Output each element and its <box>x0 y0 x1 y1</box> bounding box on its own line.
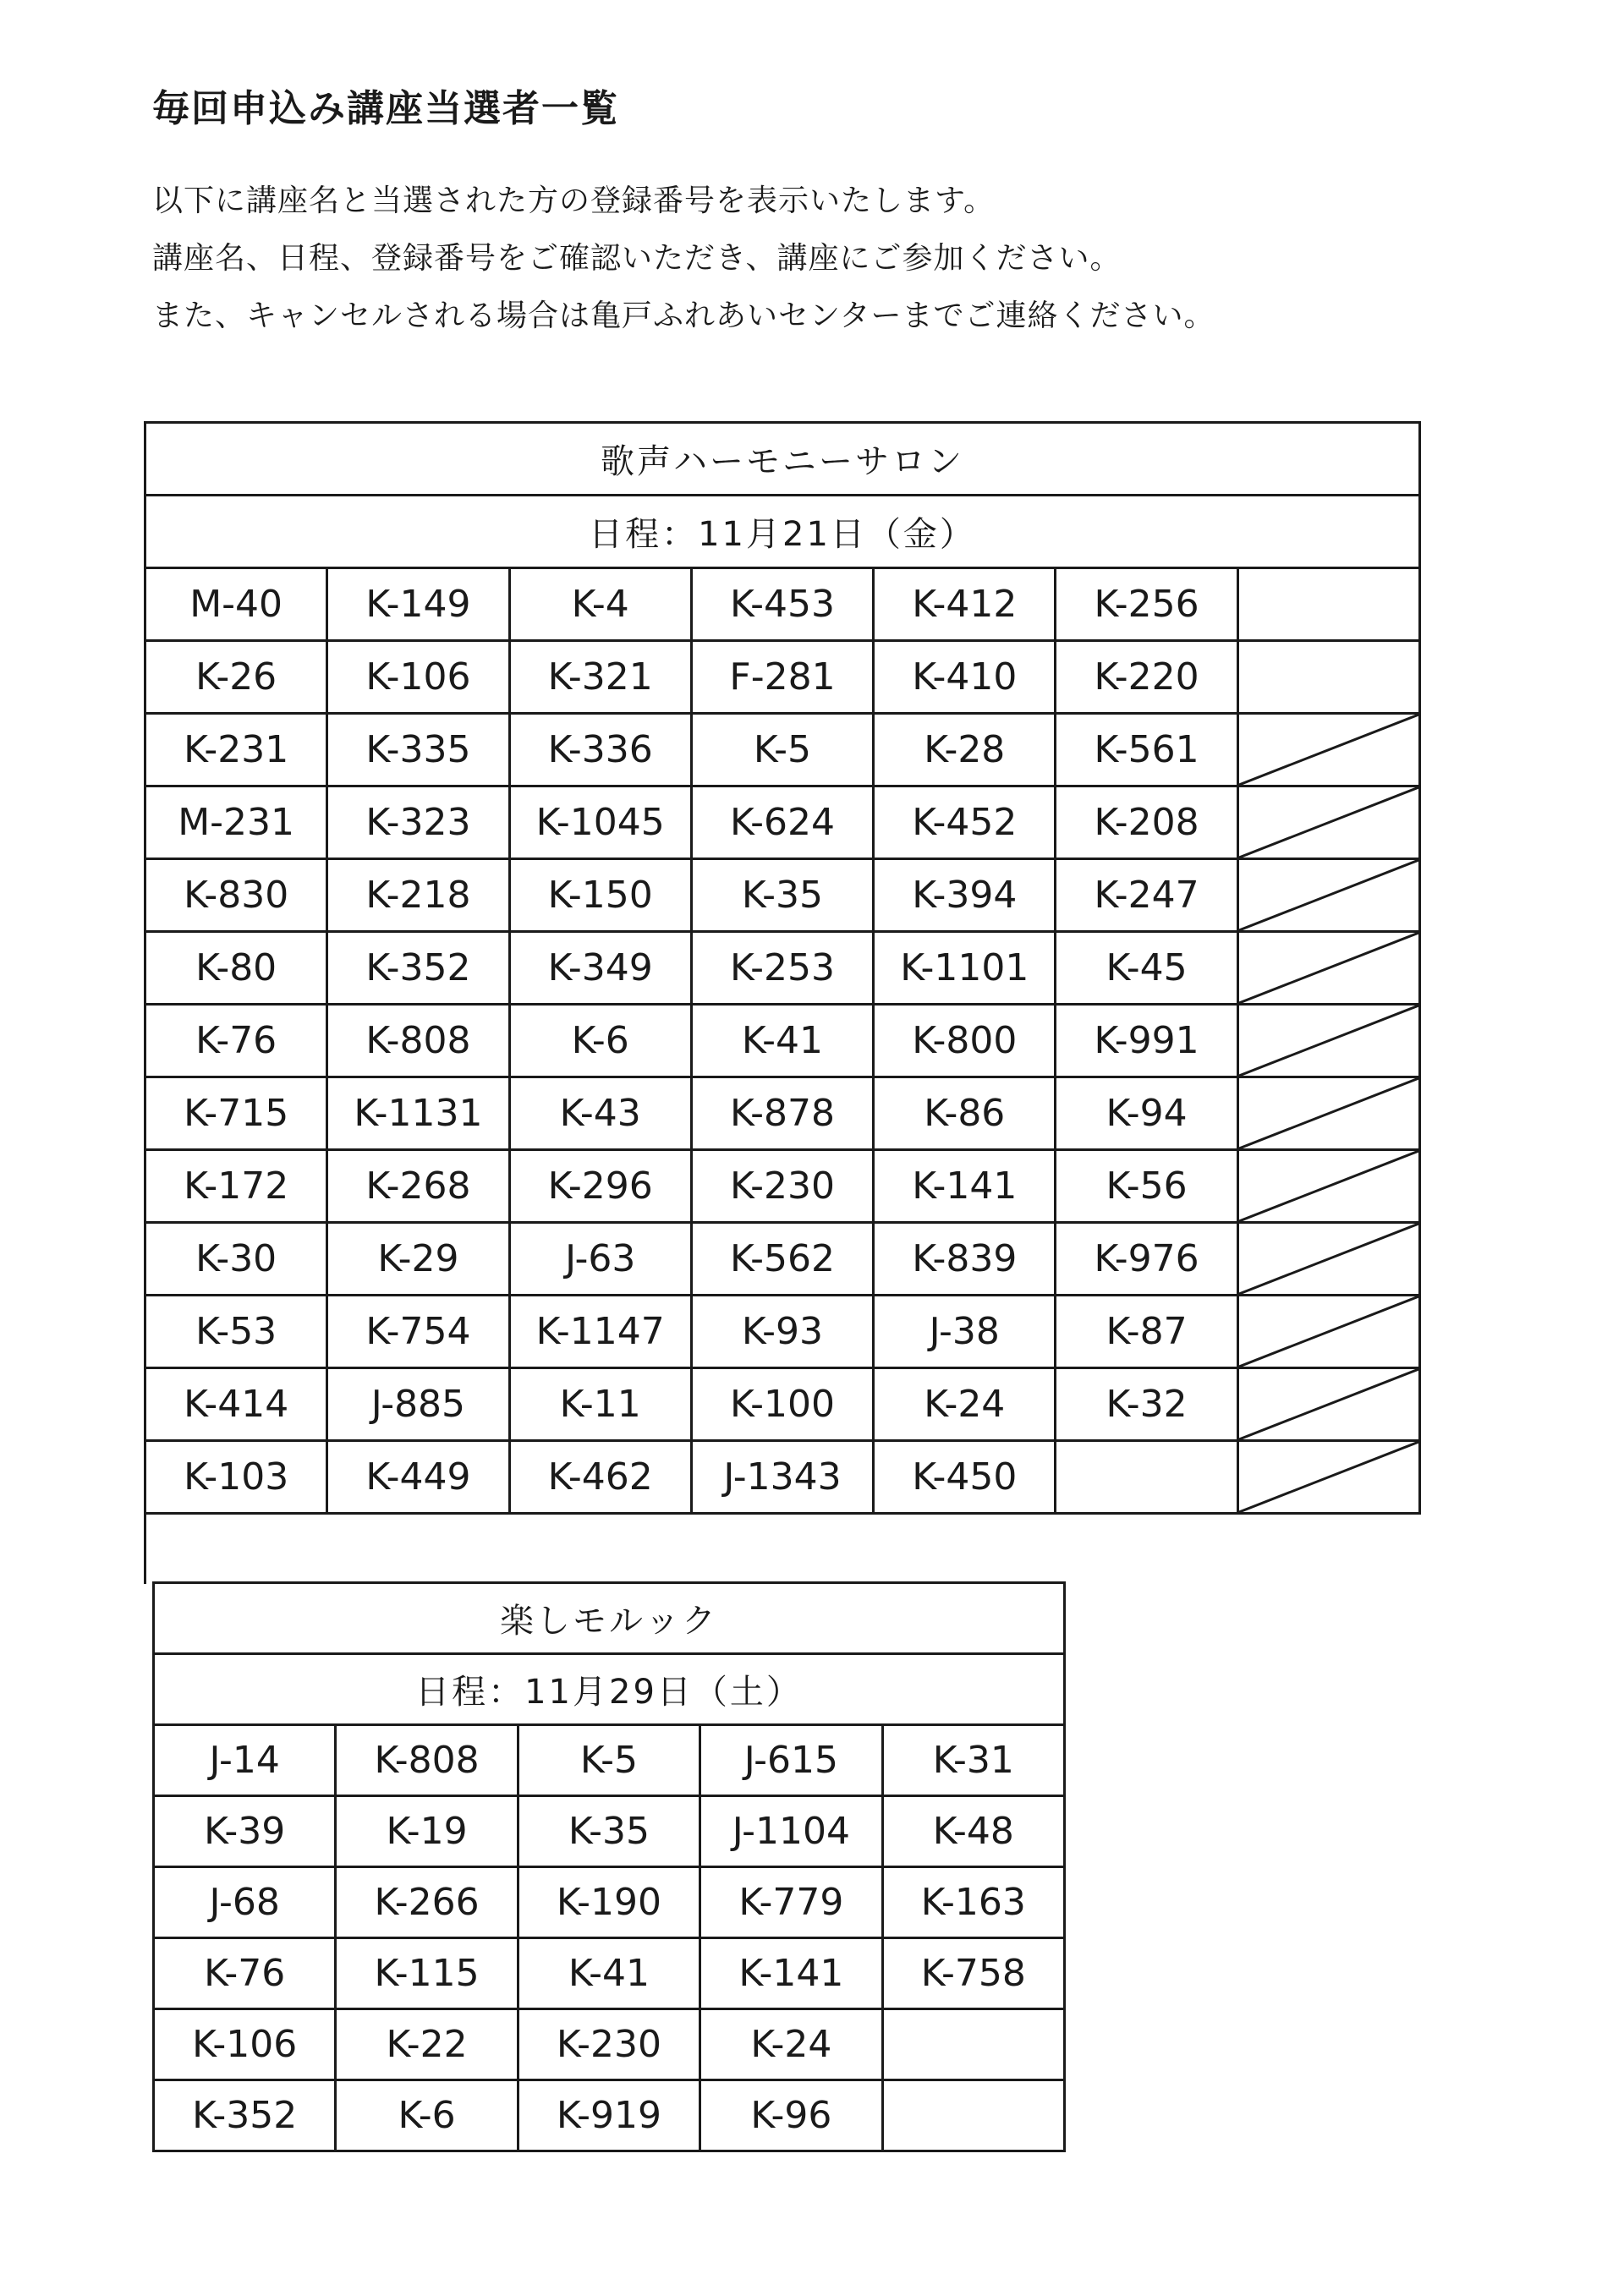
course-table-molkky <box>152 1581 1066 2152</box>
registration-number-cell: J-1343 <box>691 1441 873 1514</box>
registration-number-cell: K-48 <box>882 1796 1064 1867</box>
registration-number-cell: K-100 <box>691 1368 873 1441</box>
registration-number-cell: K-106 <box>154 2009 336 2080</box>
registration-number-cell: J-68 <box>154 1867 336 1938</box>
registration-number-cell: K-394 <box>874 859 1056 932</box>
registration-number-cell: K-103 <box>145 1441 327 1514</box>
registration-number-cell: K-53 <box>145 1296 327 1368</box>
registration-number-cell: K-450 <box>874 1441 1056 1514</box>
registration-number-cell: K-6 <box>509 1005 691 1077</box>
empty-cell <box>1237 568 1419 641</box>
registration-number-cell: K-141 <box>700 1938 882 2009</box>
table-row <box>154 1938 1065 2009</box>
registration-number-cell: K-5 <box>691 714 873 786</box>
registration-number-cell: K-414 <box>145 1368 327 1441</box>
struck-empty-cell <box>1237 1441 1419 1514</box>
registration-number-cell: K-1147 <box>509 1296 691 1368</box>
registration-number-cell: K-1045 <box>509 786 691 859</box>
registration-number-cell: K-231 <box>145 714 327 786</box>
registration-number-cell: K-149 <box>327 568 509 641</box>
registration-number-cell: K-839 <box>874 1223 1056 1296</box>
struck-empty-cell <box>1237 859 1419 932</box>
table-row <box>154 1867 1065 1938</box>
registration-number-cell: K-321 <box>509 641 691 714</box>
table-row <box>145 1441 1420 1514</box>
registration-number-cell: K-878 <box>691 1077 873 1150</box>
registration-number-cell: K-919 <box>518 2080 700 2151</box>
table-row <box>154 2080 1065 2151</box>
table-row <box>145 714 1420 786</box>
registration-number-cell: K-561 <box>1056 714 1237 786</box>
table-row <box>154 2009 1065 2080</box>
struck-empty-cell <box>1237 1368 1419 1441</box>
registration-number-cell: K-4 <box>509 568 691 641</box>
empty-cell <box>882 2080 1064 2151</box>
registration-number-cell: K-1101 <box>874 932 1056 1005</box>
table-row <box>145 786 1420 859</box>
registration-number-cell: K-87 <box>1056 1296 1237 1368</box>
winner-number-grid <box>154 1725 1065 2151</box>
registration-number-cell: F-281 <box>691 641 873 714</box>
registration-number-cell: K-56 <box>1056 1150 1237 1223</box>
registration-number-cell: K-94 <box>1056 1077 1237 1150</box>
table-row <box>154 1796 1065 1867</box>
course-schedule: 日程：11月21日（金） <box>145 496 1420 568</box>
registration-number-cell: K-410 <box>874 641 1056 714</box>
registration-number-cell: K-808 <box>327 1005 509 1077</box>
registration-number-cell: K-19 <box>336 1796 518 1867</box>
registration-number-cell: K-35 <box>691 859 873 932</box>
table-row <box>145 641 1420 714</box>
registration-number-cell: K-80 <box>145 932 327 1005</box>
registration-number-cell: K-453 <box>691 568 873 641</box>
registration-number-cell: J-615 <box>700 1725 882 1796</box>
registration-number-cell: K-218 <box>327 859 509 932</box>
registration-number-cell: K-758 <box>882 1938 1064 2009</box>
registration-number-cell: K-624 <box>691 786 873 859</box>
intro-text <box>152 173 1215 345</box>
registration-number-cell: K-462 <box>509 1441 691 1514</box>
registration-number-cell: J-38 <box>874 1296 1056 1368</box>
registration-number-cell: K-93 <box>691 1296 873 1368</box>
registration-number-cell: K-45 <box>1056 932 1237 1005</box>
registration-number-cell: K-1131 <box>327 1077 509 1150</box>
registration-number-cell: K-266 <box>336 1867 518 1938</box>
course-name: 歌声ハーモニーサロン <box>145 423 1420 496</box>
struck-empty-cell <box>1237 1005 1419 1077</box>
registration-number-cell: K-247 <box>1056 859 1237 932</box>
struck-empty-cell <box>1237 1077 1419 1150</box>
registration-number-cell: K-76 <box>145 1005 327 1077</box>
registration-number-cell: K-172 <box>145 1150 327 1223</box>
registration-number-cell: K-352 <box>154 2080 336 2151</box>
table-row <box>145 859 1420 932</box>
registration-number-cell: K-28 <box>874 714 1056 786</box>
registration-number-cell: K-141 <box>874 1150 1056 1223</box>
table-row <box>145 932 1420 1005</box>
registration-number-cell: K-96 <box>700 2080 882 2151</box>
course-schedule: 日程：11月29日（土） <box>154 1654 1065 1725</box>
registration-number-cell: K-11 <box>509 1368 691 1441</box>
registration-number-cell: K-800 <box>874 1005 1056 1077</box>
table-row <box>145 1223 1420 1296</box>
registration-number-cell: K-352 <box>327 932 509 1005</box>
registration-number-cell: K-220 <box>1056 641 1237 714</box>
registration-number-cell: K-35 <box>518 1796 700 1867</box>
registration-number-cell: K-41 <box>691 1005 873 1077</box>
registration-number-cell: K-22 <box>336 2009 518 2080</box>
registration-number-cell: K-253 <box>691 932 873 1005</box>
registration-number-cell: K-26 <box>145 641 327 714</box>
registration-number-cell: K-230 <box>691 1150 873 1223</box>
registration-number-cell: K-41 <box>518 1938 700 2009</box>
registration-number-cell: K-24 <box>874 1368 1056 1441</box>
course-name: 楽しモルック <box>154 1583 1065 1654</box>
registration-number-cell: K-190 <box>518 1867 700 1938</box>
registration-number-cell: K-106 <box>327 641 509 714</box>
struck-empty-cell <box>1237 1223 1419 1296</box>
table-row <box>145 1368 1420 1441</box>
registration-number-cell: J-63 <box>509 1223 691 1296</box>
registration-number-cell: K-230 <box>518 2009 700 2080</box>
table-row <box>154 1725 1065 1796</box>
registration-number-cell: K-6 <box>336 2080 518 2151</box>
registration-number-cell: K-150 <box>509 859 691 932</box>
registration-number-cell: K-808 <box>336 1725 518 1796</box>
registration-number-cell: J-1104 <box>700 1796 882 1867</box>
struck-empty-cell <box>1237 932 1419 1005</box>
registration-number-cell: K-991 <box>1056 1005 1237 1077</box>
registration-number-cell: K-335 <box>327 714 509 786</box>
intro-line: また、キャンセルされる場合は亀戸ふれあいセンターまでご連絡ください。 <box>152 299 1215 333</box>
empty-cell <box>882 2009 1064 2080</box>
page-title: 毎回申込み講座当選者一覧 <box>152 87 619 130</box>
intro-line: 講座名、日程、登録番号をご確認いただき、講座にご参加ください。 <box>152 241 1122 276</box>
registration-number-cell: M-231 <box>145 786 327 859</box>
struck-empty-cell <box>1237 1150 1419 1223</box>
registration-number-cell: K-208 <box>1056 786 1237 859</box>
table-row <box>145 1150 1420 1223</box>
registration-number-cell: K-449 <box>327 1441 509 1514</box>
registration-number-cell: K-754 <box>327 1296 509 1368</box>
intro-line: 以下に講座名と当選された方の登録番号を表示いたします。 <box>152 184 996 218</box>
registration-number-cell: J-885 <box>327 1368 509 1441</box>
registration-number-cell: K-412 <box>874 568 1056 641</box>
registration-number-cell: K-39 <box>154 1796 336 1867</box>
registration-number-cell: K-349 <box>509 932 691 1005</box>
registration-number-cell: K-296 <box>509 1150 691 1223</box>
registration-number-cell: K-256 <box>1056 568 1237 641</box>
registration-number-cell: K-779 <box>700 1867 882 1938</box>
registration-number-cell: M-40 <box>145 568 327 641</box>
registration-number-cell: K-5 <box>518 1725 700 1796</box>
table-row <box>145 1077 1420 1150</box>
registration-number-cell: K-452 <box>874 786 1056 859</box>
table-row <box>145 1296 1420 1368</box>
struck-empty-cell <box>1237 1296 1419 1368</box>
struck-empty-cell <box>1237 714 1419 786</box>
registration-number-cell: K-32 <box>1056 1368 1237 1441</box>
empty-cell <box>1056 1441 1237 1514</box>
registration-number-cell: K-31 <box>882 1725 1064 1796</box>
registration-number-cell: K-163 <box>882 1867 1064 1938</box>
table-row <box>145 568 1420 641</box>
table-row <box>145 1005 1420 1077</box>
registration-number-cell: K-715 <box>145 1077 327 1150</box>
registration-number-cell: J-14 <box>154 1725 336 1796</box>
registration-number-cell: K-323 <box>327 786 509 859</box>
registration-number-cell: K-30 <box>145 1223 327 1296</box>
empty-cell <box>1237 641 1419 714</box>
struck-empty-cell <box>1237 786 1419 859</box>
registration-number-cell: K-830 <box>145 859 327 932</box>
registration-number-cell: K-336 <box>509 714 691 786</box>
registration-number-cell: K-43 <box>509 1077 691 1150</box>
registration-number-cell: K-268 <box>327 1150 509 1223</box>
registration-number-cell: K-76 <box>154 1938 336 2009</box>
registration-number-cell: K-29 <box>327 1223 509 1296</box>
table-gap-border <box>144 1513 146 1584</box>
registration-number-cell: K-562 <box>691 1223 873 1296</box>
registration-number-cell: K-24 <box>700 2009 882 2080</box>
course-table-harmony-salon <box>144 421 1421 1515</box>
registration-number-cell: K-976 <box>1056 1223 1237 1296</box>
winner-number-grid <box>145 568 1420 1514</box>
registration-number-cell: K-86 <box>874 1077 1056 1150</box>
registration-number-cell: K-115 <box>336 1938 518 2009</box>
